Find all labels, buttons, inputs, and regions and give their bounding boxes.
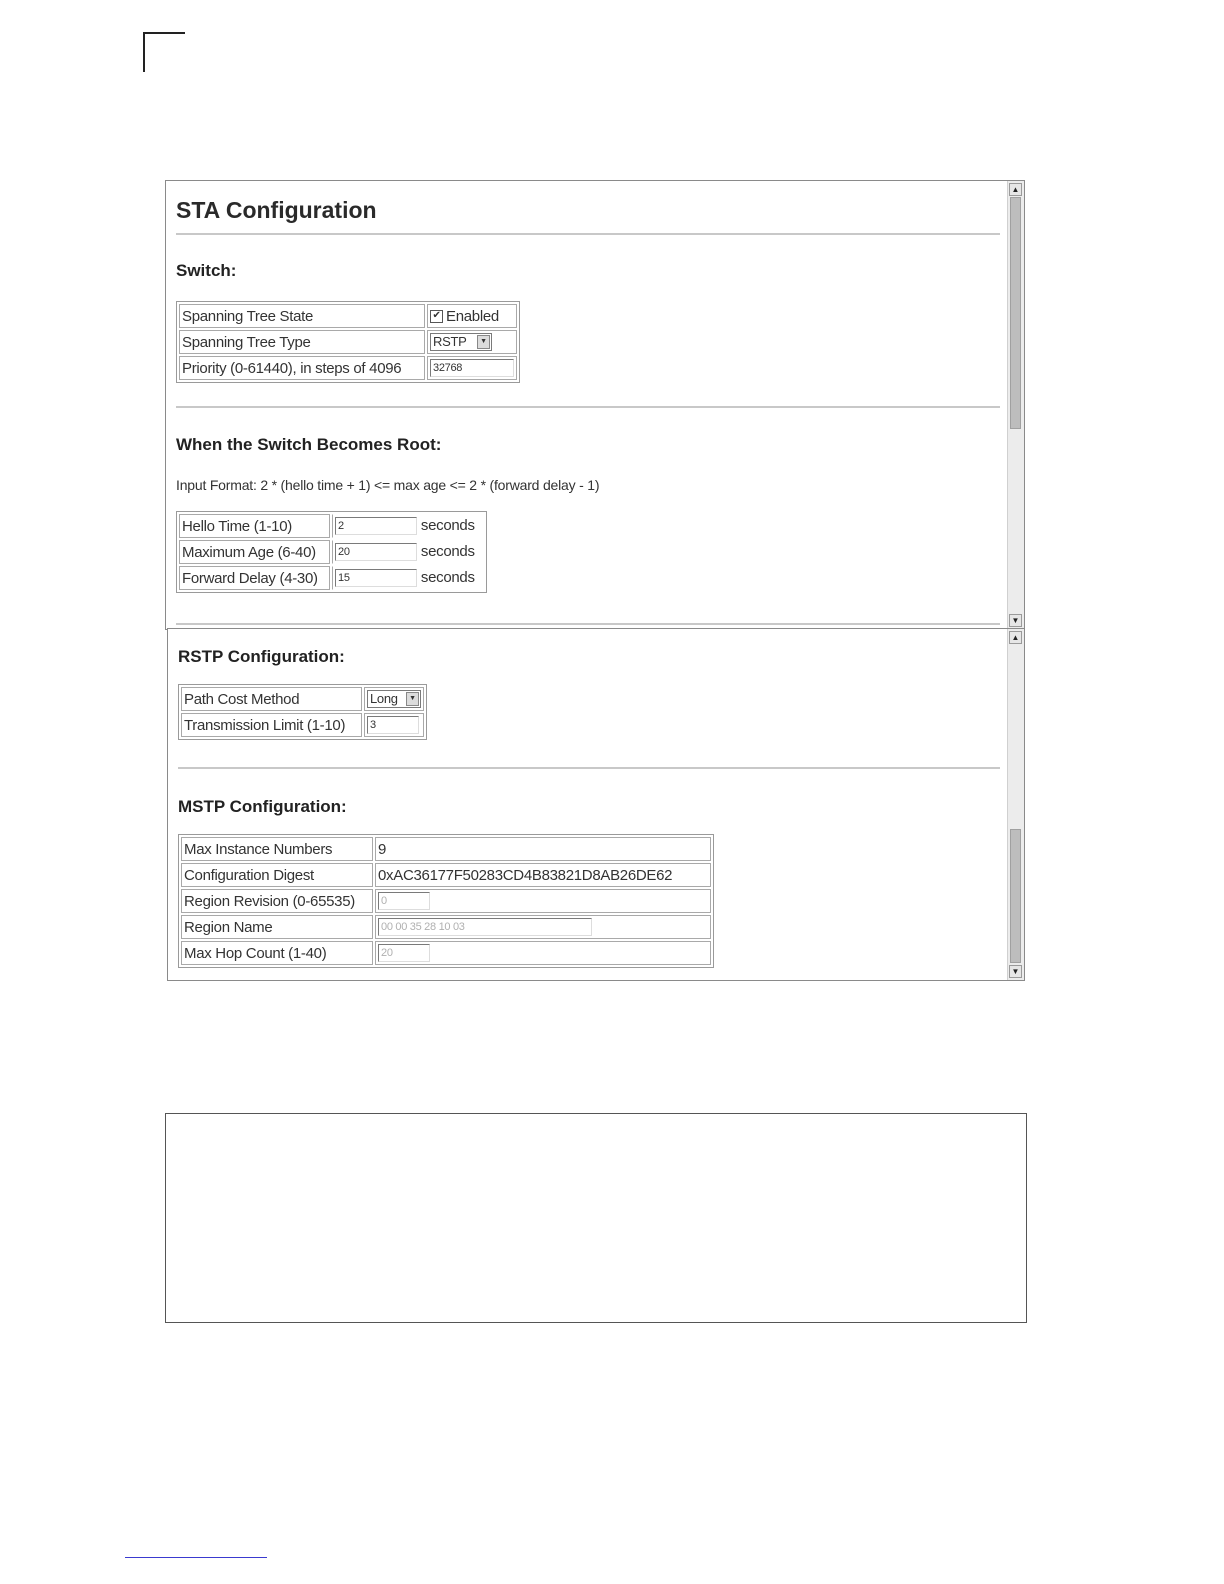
region-revision-input[interactable]: 0 — [378, 892, 430, 910]
region-revision-label: Region Revision (0-65535) — [181, 889, 373, 913]
transmission-limit-cell — [364, 713, 424, 737]
table-row — [181, 889, 711, 913]
table-row — [181, 837, 711, 861]
crop-mark — [143, 32, 185, 34]
divider — [176, 233, 1000, 235]
scroll-up-icon[interactable]: ▲ — [1009, 631, 1022, 644]
table-row — [179, 356, 517, 380]
mstp-table — [178, 834, 714, 968]
max-instance-numbers-value: 9 — [375, 837, 711, 861]
maximum-age-cell — [332, 540, 484, 564]
table-row — [181, 941, 711, 965]
max-instance-numbers-label: Max Instance Numbers — [181, 837, 373, 861]
table-row — [179, 304, 517, 328]
forward-delay-label: Forward Delay (4-30) — [179, 566, 330, 590]
priority-input[interactable]: 32768 — [430, 359, 514, 377]
maximum-age-label: Maximum Age (6-40) — [179, 540, 330, 564]
table-row — [181, 915, 711, 939]
hello-time-input[interactable]: 2 — [335, 517, 417, 535]
seconds-label: seconds — [420, 542, 475, 560]
rstp-heading: RSTP Configuration: — [178, 647, 345, 666]
priority-cell — [427, 356, 517, 380]
table-row — [179, 514, 484, 538]
table-row — [179, 330, 517, 354]
table-row — [179, 566, 484, 590]
input-format-note: Input Format: 2 * (hello time + 1) <= max age <= 2 * (forward delay - 1) — [176, 477, 600, 493]
enabled-label: Enabled — [446, 307, 499, 325]
path-cost-method-cell — [364, 687, 424, 711]
scrollbar-thumb[interactable] — [1010, 829, 1021, 963]
path-cost-method-value: Long — [370, 691, 398, 707]
hello-time-label: Hello Time (1-10) — [179, 514, 330, 538]
switch-heading: Switch: — [176, 261, 237, 280]
spanning-tree-state-cell — [427, 304, 517, 328]
spanning-tree-type-select[interactable] — [430, 333, 492, 351]
seconds-label: seconds — [420, 516, 475, 534]
chevron-down-icon: ▼ — [477, 335, 490, 349]
max-hop-count-cell — [375, 941, 711, 965]
path-cost-method-label: Path Cost Method — [181, 687, 362, 711]
spanning-tree-state-checkbox[interactable]: ✔ — [430, 310, 443, 323]
divider — [176, 406, 1000, 408]
frame-content — [176, 181, 1000, 629]
hello-time-cell — [332, 514, 484, 538]
region-revision-cell — [375, 889, 711, 913]
table-row — [181, 687, 424, 711]
spanning-tree-type-cell — [427, 330, 517, 354]
spanning-tree-type-value: RSTP — [433, 334, 467, 350]
chevron-down-icon: ▼ — [406, 692, 419, 706]
seconds-label: seconds — [420, 568, 475, 586]
region-name-label: Region Name — [181, 915, 373, 939]
spanning-tree-state-label: Spanning Tree State — [179, 304, 425, 328]
divider — [176, 623, 1000, 625]
vertical-scrollbar[interactable] — [1007, 181, 1024, 629]
configuration-digest-label: Configuration Digest — [181, 863, 373, 887]
scrollbar-thumb[interactable] — [1010, 197, 1021, 429]
scroll-up-icon[interactable]: ▲ — [1009, 183, 1022, 196]
transmission-limit-label: Transmission Limit (1-10) — [181, 713, 362, 737]
region-name-cell — [375, 915, 711, 939]
rstp-table — [178, 684, 427, 740]
forward-delay-cell — [332, 566, 484, 590]
empty-note-box — [165, 1113, 1027, 1323]
page-title: STA Configuration — [176, 197, 377, 223]
table-row — [179, 540, 484, 564]
frame-content — [178, 629, 1000, 980]
table-row — [181, 713, 424, 737]
transmission-limit-input[interactable]: 3 — [367, 716, 419, 734]
priority-label: Priority (0-61440), in steps of 4096 — [179, 356, 425, 380]
max-hop-count-input[interactable]: 20 — [378, 944, 430, 962]
root-table — [176, 511, 487, 593]
switch-table — [176, 301, 520, 383]
sta-config-frame-bottom — [167, 628, 1025, 981]
forward-delay-input[interactable]: 15 — [335, 569, 417, 587]
divider — [178, 767, 1000, 769]
footer-rule — [125, 1557, 267, 1558]
scroll-down-icon[interactable]: ▼ — [1009, 614, 1022, 627]
configuration-digest-value: 0xAC36177F50283CD4B83821D8AB26DE62 — [375, 863, 711, 887]
path-cost-method-select[interactable] — [367, 690, 421, 708]
table-row — [181, 863, 711, 887]
mstp-heading: MSTP Configuration: — [178, 797, 347, 816]
spanning-tree-type-label: Spanning Tree Type — [179, 330, 425, 354]
sta-config-frame-top — [165, 180, 1025, 630]
scroll-down-icon[interactable]: ▼ — [1009, 965, 1022, 978]
maximum-age-input[interactable]: 20 — [335, 543, 417, 561]
max-hop-count-label: Max Hop Count (1-40) — [181, 941, 373, 965]
vertical-scrollbar[interactable] — [1007, 629, 1024, 980]
region-name-input[interactable]: 00 00 35 28 10 03 — [378, 918, 592, 936]
root-heading: When the Switch Becomes Root: — [176, 435, 442, 454]
crop-mark — [143, 32, 145, 72]
